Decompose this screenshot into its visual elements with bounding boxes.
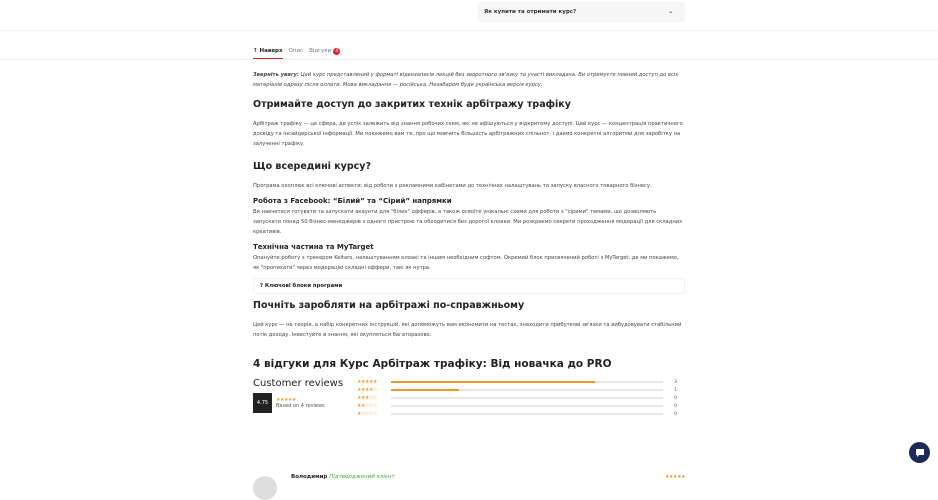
chevron-down-icon: ⌄: [668, 9, 673, 15]
product-description: [253, 70, 685, 418]
tabs: [253, 43, 340, 59]
divider: [0, 59, 938, 60]
rating-breakdown: [357, 378, 677, 418]
rating-bar: [391, 405, 663, 408]
rating-bar: [391, 397, 663, 400]
tab-description[interactable]: [289, 43, 304, 59]
tab-label: Відгуки: [309, 48, 332, 54]
rating-count: 3: [674, 379, 678, 385]
accordion-program-blocks[interactable]: ? Ключові блоки програми: [253, 278, 685, 294]
rating-row-3[interactable]: [357, 394, 677, 402]
section-heading: Почніть заробляти на арбітражі по-справжньому: [253, 300, 525, 311]
notice-text: Цей курс представлений у форматі відеозаписів лекцій без зворотного зв'язку та участі викладача. Ви отримуєте повний доступ до всіх матеріалів одразу після оплати. Мова викладання — російська. Незабаром буде українська версія курсу.: [253, 72, 679, 88]
tab-reviews[interactable]: [309, 43, 340, 59]
stars-icon: ★★★★★: [357, 379, 377, 385]
rating-count: 1: [674, 387, 678, 393]
reviewer-name: Володимир: [291, 474, 328, 480]
stars-icon: ★★★★☆: [357, 387, 377, 393]
notice-label: Зверніть увагу:: [253, 72, 299, 78]
rating-count: 0: [674, 403, 678, 409]
subheading: Робота з Facebook: “Білий” та “Сірий” напрямки: [253, 197, 452, 205]
customer-reviews-title: Customer reviews: [253, 378, 344, 389]
notice: [253, 70, 685, 90]
tab-top[interactable]: [253, 43, 283, 59]
average-stars-icon: ★★★★★: [276, 397, 296, 403]
review-item: [253, 474, 685, 500]
rating-bar: [391, 381, 663, 384]
reviews-summary: [253, 378, 685, 418]
reviews-heading: 4 відгуки для Курс Арбітраж трафіку: Від новачка до PRO: [253, 358, 612, 370]
rating-bar: [391, 413, 663, 416]
tab-label: Опис: [288, 48, 304, 54]
stars-icon: ★☆☆☆☆: [357, 411, 377, 417]
section-heading: Отримайте доступ до закритих технік арбітражу трафіку: [253, 99, 571, 110]
average-rating: 4.75: [253, 393, 272, 413]
based-on-count: Based on 4 reviews: [276, 403, 325, 409]
faq-how-to-buy[interactable]: [478, 2, 685, 22]
rating-count: 0: [674, 395, 678, 401]
faq-title: Як купити та отримати курс?: [484, 9, 577, 15]
rating-count: 0: [674, 411, 678, 417]
tab-label: ↑ Наверх: [253, 47, 283, 54]
chat-bubble-icon[interactable]: [909, 442, 930, 463]
header-area: [0, 0, 938, 31]
review-stars-icon: ★★★★★: [665, 474, 685, 480]
verified-badge: Підтверджений клієнт: [329, 474, 395, 480]
section-heading: Що всередині курсу?: [253, 161, 371, 172]
rating-bar-fill: [391, 389, 459, 392]
rating-row-4[interactable]: [357, 386, 677, 394]
rating-row-2[interactable]: [357, 402, 677, 410]
paragraph: Програма охоплює всі ключові аспекти: від роботи з рекламними кабінетами до технічних налаштувань та запуску власного товарного бізнесу.: [253, 183, 652, 189]
paragraph: Цей курс — не теорія, а набір конкретних інструкцій, які допоможуть вам економити на тестах, знаходити прибуткові зв'язки та вибудовувати стабільний потік доходу. Інвестуйте в знання, які окупляться багаторазово.: [253, 322, 682, 338]
rating-bar: [391, 389, 663, 392]
stars-icon: ★★☆☆☆: [357, 403, 377, 409]
paragraph: Опануйте роботу з трекером Keitaro, налаштуванням клоакі та іншим необхідним софтом. Окремий блок присвячений роботі з MyTarget, де ми покажемо, як "пропихати" через модерацію складні оффери, такі як нутра.: [253, 255, 679, 271]
rating-row-5[interactable]: [357, 378, 677, 386]
paragraph: Ви навчитеся готувати та запускати акаунти для "білих" офферів, а також освоїте унікальні схеми для роботи з "сірими" темами, що дозволяють запускати понад 50 бізнес-менеджерів з одного пристрою та обходитися без дорогої клоаки. Ми розкриємо секрети проходження модерації для складних креативів.: [253, 209, 683, 235]
rating-row-1[interactable]: [357, 410, 677, 418]
stars-icon: ★★★☆☆: [357, 395, 377, 401]
reviews-count-badge: 4: [333, 48, 340, 55]
subheading: Технічна частина та MyTarget: [253, 243, 374, 251]
rating-bar-fill: [391, 381, 595, 384]
paragraph: Арбітраж трафіку — це сфера, де успіх залежить від знання робочих схем, які не афішуються у відкритому доступі. Цей курс — концентрація практичного досвіду та інсайдерської інформації. Ми покажемо вам те, про що мовчить більшість арбітражних спільнот, і даємо конкретні алгоритми для заробітку на залученні трафіку.: [253, 121, 683, 147]
